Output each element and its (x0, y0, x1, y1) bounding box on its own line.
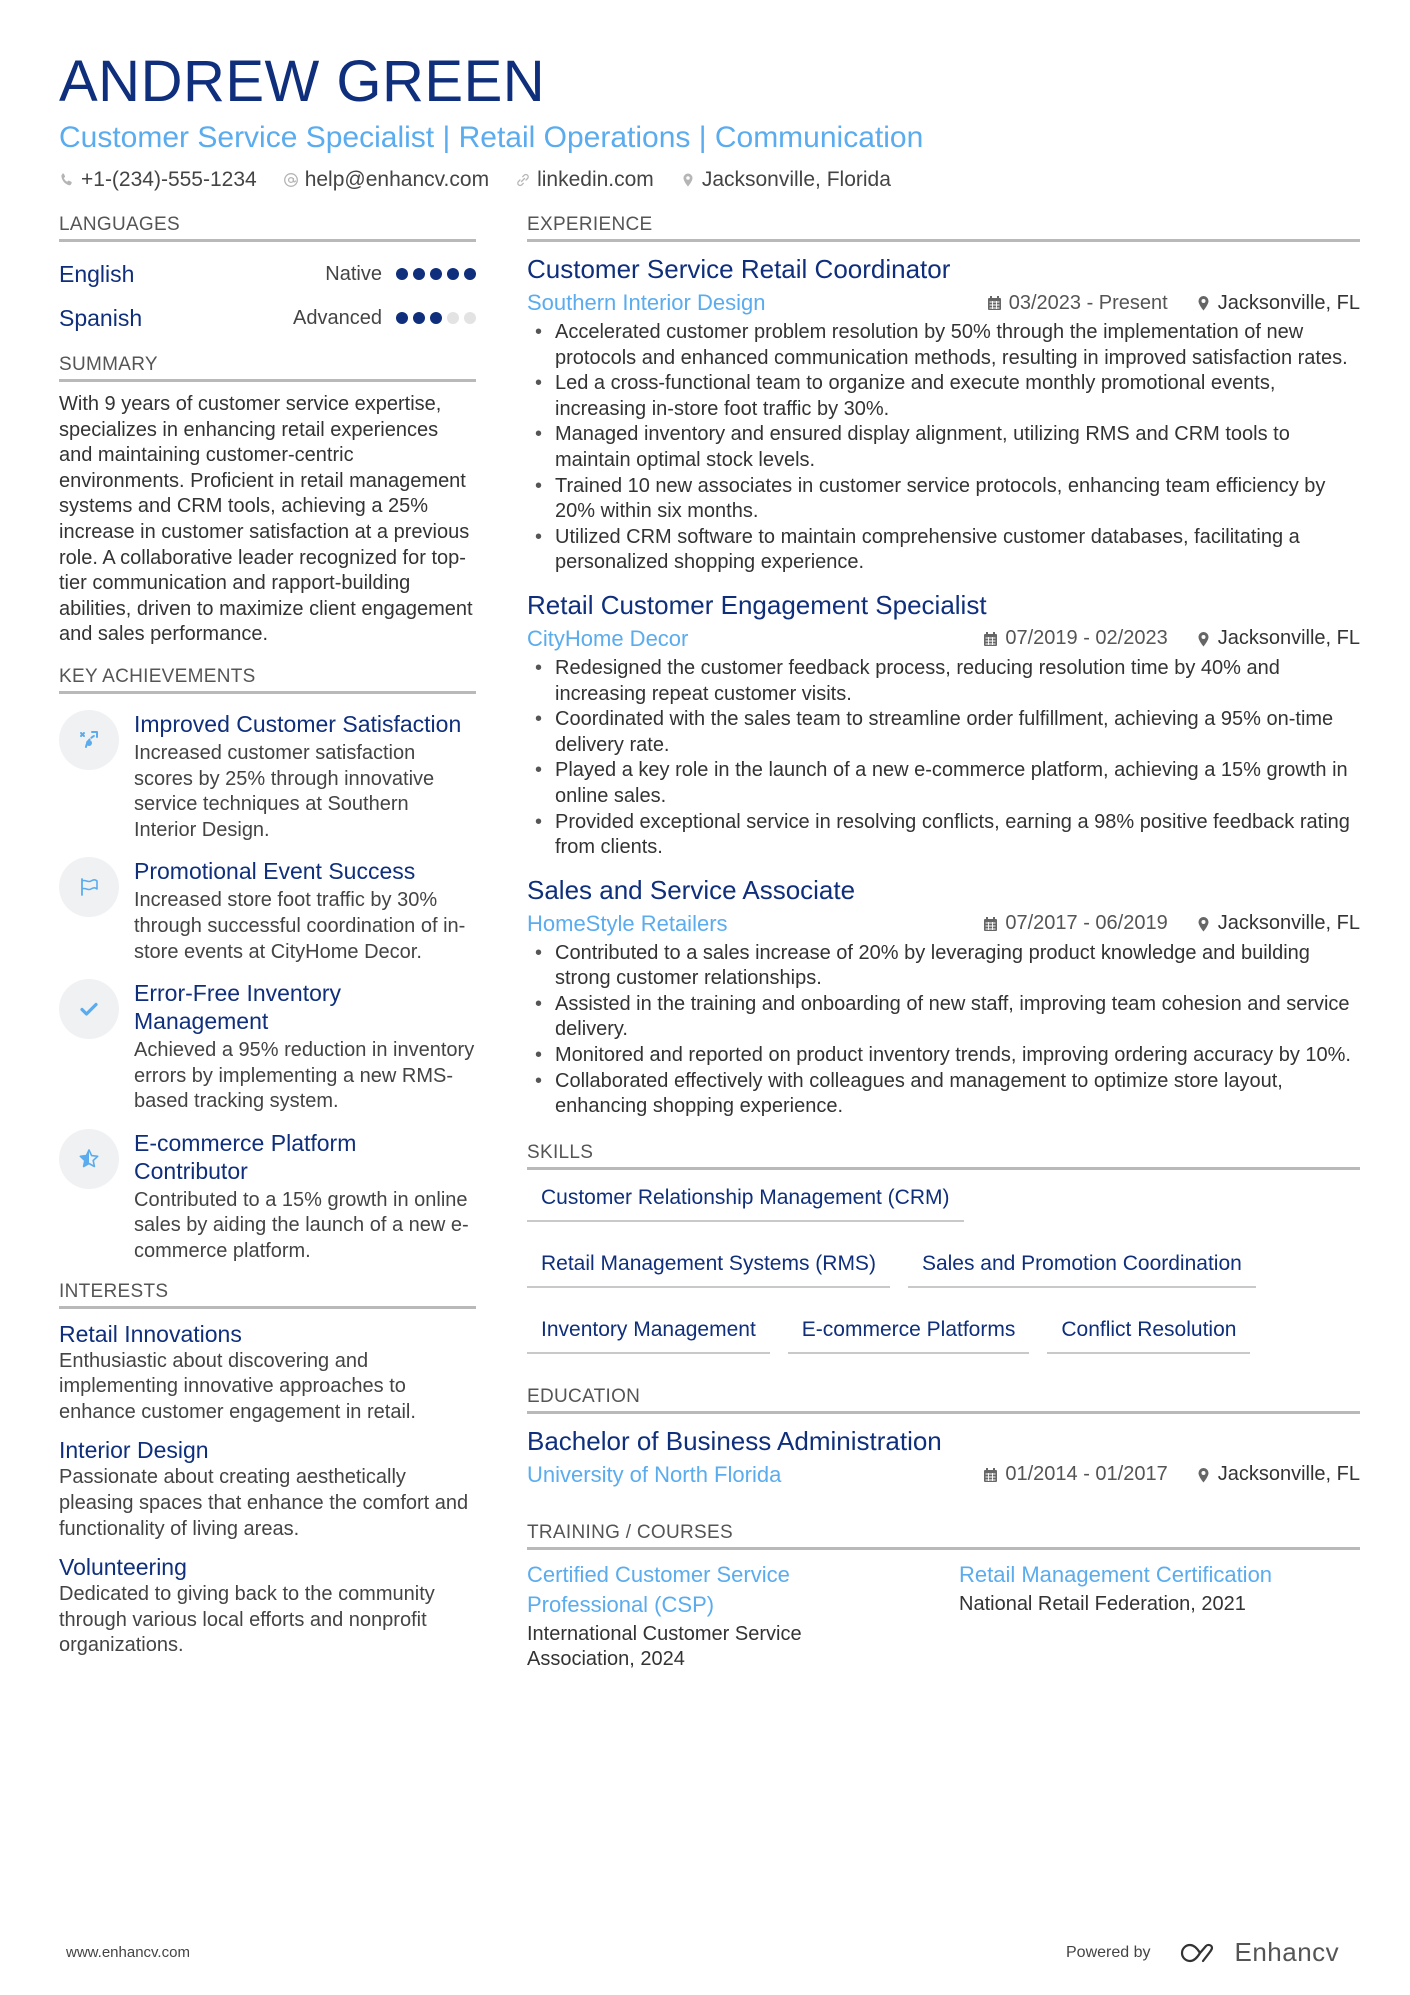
language-level: Native (325, 262, 382, 285)
job-bullets (527, 941, 1360, 1120)
interest-title: Interior Design (59, 1437, 209, 1464)
bullet-item: • Played a key role in the launch of a new e-commerce platform, achieving a 15% growth in online sales. (527, 758, 1360, 809)
bullet-item: • Trained 10 new associates in customer service protocols, enhancing team efficiency by 20% within six months. (527, 474, 1360, 525)
training-title: Certified Customer Service Professional (CSP) (527, 1561, 790, 1617)
achievement-desc: Contributed to a 15% growth in online sales by aiding the launch of a new e-commerce platform. (134, 1188, 469, 1263)
achievement-title: Improved Customer Satisfaction (134, 710, 462, 737)
education-dates (983, 1463, 1167, 1486)
dot-empty (447, 312, 459, 324)
dot-filled (413, 312, 425, 324)
bullet-item: • Provided exceptional service in resolving conflicts, earning a 98% positive feedback rating from clients. (527, 810, 1360, 861)
location-icon (1196, 631, 1211, 647)
language-level: Advanced (293, 306, 382, 329)
achievement-title: Error-Free Inventory Management (134, 980, 342, 1035)
star-icon (77, 1147, 101, 1171)
resume-header (59, 48, 1359, 192)
phone-icon (59, 172, 75, 188)
interest-title: Volunteering (59, 1554, 187, 1581)
linkedin-text: linkedin.com (537, 168, 654, 191)
contact-location (680, 168, 891, 192)
location-text: Jacksonville, FL (1217, 912, 1360, 935)
location-text: Jacksonville, Florida (701, 168, 891, 191)
dot-filled (430, 312, 442, 324)
school-name: University of North Florida (527, 1461, 782, 1487)
location-icon (1196, 916, 1211, 932)
achievement-item (59, 1129, 476, 1265)
training-item (527, 1560, 959, 1673)
dot-empty (464, 312, 476, 324)
training-desc: International Customer Service Association, 2024 (527, 1622, 802, 1671)
bullet-item: • Monitored and reported on product inventory trends, improving ordering accuracy by 10%. (527, 1043, 1360, 1069)
bullet-item: • Coordinated with the sales team to streamline order fulfillment, achieving a 95% on-time delivery rate. (527, 707, 1360, 758)
bullet-item: • Managed inventory and ensured display alignment, utilizing RMS and CRM tools to maintain optimal stock levels. (527, 422, 1360, 473)
strategy-icon (77, 728, 101, 752)
job-meta (527, 907, 1360, 941)
left-column (59, 214, 476, 1669)
section-title: KEY ACHIEVEMENTS (59, 666, 476, 694)
job-dates (987, 292, 1168, 315)
section-title: SKILLS (527, 1142, 1360, 1170)
bullet-item: • Utilized CRM software to maintain comprehensive customer databases, facilitating a personalized shopping experience. (527, 525, 1360, 576)
education-section (527, 1386, 1360, 1492)
footer-branding (1066, 1937, 1339, 1968)
skill-tag: Customer Relationship Management (CRM) (527, 1180, 964, 1222)
training-list (527, 1560, 1360, 1673)
contact-linkedin[interactable] (515, 168, 654, 192)
job-dates (983, 627, 1167, 650)
job-company: HomeStyle Retailers (527, 910, 728, 936)
email-text: help@enhancv.com (304, 168, 490, 191)
bullet-item: • Collaborated effectively with colleagues and management to optimize store layout, enhancing shopping experience. (527, 1069, 1360, 1120)
experience-section (527, 214, 1360, 1120)
section-title: SUMMARY (59, 354, 476, 382)
section-title: EXPERIENCE (527, 214, 1360, 242)
skills-list (527, 1180, 1360, 1354)
dot-filled (447, 268, 459, 280)
location-text: Jacksonville, FL (1217, 1463, 1360, 1486)
summary-section (59, 354, 476, 648)
summary-text: With 9 years of customer service expertise, specializes in enhancing retail experiences and maintaining customer-centric environments. Proficient in retail management systems and CRM tools, achieving a 25% increase in customer satisfaction at a previous role. A collaborative leader recognized for top-tier communication and rapport-building abilities, driven to maximize client engagement and sales performance. (59, 393, 473, 646)
achievements-section (59, 666, 476, 1265)
calendar-icon (983, 631, 998, 647)
interest-desc: Passionate about creating aesthetically pleasing spaces that enhance the comfort and functionality of living areas. (59, 1466, 469, 1540)
bullet-item: • Accelerated customer problem resolution by 50% through the implementation of new protocols and enhanced communication methods, resulting in improved satisfaction rates. (527, 320, 1360, 371)
language-name: English (59, 260, 135, 287)
skill-tag: E-commerce Platforms (788, 1312, 1030, 1354)
dot-filled (413, 268, 425, 280)
job-entry (527, 588, 1360, 861)
training-section (527, 1522, 1360, 1673)
job-bullets (527, 320, 1360, 576)
calendar-icon (987, 295, 1002, 311)
bullet-item: • Contributed to a sales increase of 20% by leveraging product knowledge and building strong customer relationships. (527, 941, 1360, 992)
education-meta (527, 1458, 1360, 1492)
achievement-item (59, 857, 476, 965)
skill-tag: Retail Management Systems (RMS) (527, 1246, 890, 1288)
candidate-headline: Customer Service Specialist | Retail Operations | Communication (59, 121, 924, 154)
interest-item (59, 1552, 476, 1659)
training-desc: National Retail Federation, 2021 (959, 1592, 1246, 1615)
job-dates (983, 912, 1167, 935)
check-icon (77, 997, 101, 1021)
education-location (1196, 1463, 1360, 1486)
achievement-desc: Increased store foot traffic by 30% through successful coordination of in-store events at CityHome Decor. (134, 889, 466, 963)
location-text: Jacksonville, FL (1217, 627, 1360, 650)
footer-website[interactable]: www.enhancv.com (66, 1944, 190, 1961)
job-meta (527, 622, 1360, 656)
enhancv-logo-icon (1179, 1941, 1225, 1965)
job-entry (527, 873, 1360, 1120)
link-icon (515, 172, 531, 188)
job-company: CityHome Decor (527, 625, 689, 651)
language-name: Spanish (59, 304, 143, 331)
section-title: TRAINING / COURSES (527, 1522, 1360, 1550)
calendar-icon (983, 916, 998, 932)
skill-tag: Conflict Resolution (1047, 1312, 1250, 1354)
interest-desc: Dedicated to giving back to the community through various local efforts and nonprofit organizations. (59, 1583, 435, 1657)
achievement-icon-wrap (59, 710, 119, 770)
location-icon (1196, 295, 1211, 311)
location-icon (680, 172, 696, 188)
training-item (959, 1560, 1359, 1673)
achievement-desc: Increased customer satisfaction scores by 25% through innovative service techniques at Southern Interior Design. (134, 741, 435, 841)
flag-icon (77, 875, 101, 899)
bullet-item: • Assisted in the training and onboarding of new staff, improving team cohesion and service delivery. (527, 992, 1360, 1043)
date-text: 03/2023 - Present (1008, 291, 1168, 314)
interest-title: Retail Innovations (59, 1320, 242, 1347)
job-location (1196, 627, 1360, 650)
achievement-icon-wrap (59, 857, 119, 917)
achievement-icon-wrap (59, 979, 119, 1039)
achievement-item (59, 979, 476, 1115)
language-item (59, 296, 476, 340)
job-title: Retail Customer Engagement Specialist (527, 589, 987, 620)
achievement-title: E-commerce Platform Contributor (134, 1129, 357, 1184)
job-entry (527, 252, 1360, 576)
section-title: INTERESTS (59, 1281, 476, 1309)
job-company: Southern Interior Design (527, 290, 766, 315)
interest-desc: Enthusiastic about discovering and implementing innovative approaches to enhance customer engagement in retail. (59, 1349, 416, 1423)
date-text: 07/2017 - 06/2019 (1005, 912, 1168, 935)
degree-title: Bachelor of Business Administration (527, 1425, 942, 1456)
section-title: LANGUAGES (59, 214, 476, 242)
location-text: Jacksonville, FL (1217, 291, 1360, 314)
job-meta (527, 286, 1360, 320)
dot-filled (396, 312, 408, 324)
achievement-icon-wrap (59, 1129, 119, 1189)
training-title: Retail Management Certification (959, 1561, 1273, 1587)
job-location (1196, 292, 1360, 315)
contact-bar (59, 168, 1359, 192)
job-location (1196, 912, 1360, 935)
contact-email[interactable] (283, 168, 489, 192)
proficiency-dots (396, 312, 476, 324)
languages-section (59, 214, 476, 340)
achievement-desc: Achieved a 95% reduction in inventory errors by implementing a new RMS-based tracking system. (134, 1039, 475, 1113)
powered-by-label: Powered by (1066, 1943, 1151, 1961)
section-title: EDUCATION (527, 1386, 1360, 1414)
bullet-item: • Led a cross-functional team to organize and execute monthly promotional events, increasing in-store foot traffic by 30%. (527, 371, 1360, 422)
brand-name: Enhancv (1234, 1937, 1340, 1967)
language-item (59, 252, 476, 296)
interest-item (59, 1435, 476, 1542)
proficiency-dots (396, 268, 476, 280)
dot-filled (430, 268, 442, 280)
date-text: 07/2019 - 02/2023 (1005, 627, 1168, 650)
achievement-title: Promotional Event Success (134, 858, 416, 885)
skills-section (527, 1142, 1360, 1354)
dot-filled (464, 268, 476, 280)
skill-tag: Sales and Promotion Coordination (908, 1246, 1256, 1288)
calendar-icon (983, 1467, 998, 1483)
job-bullets (527, 656, 1360, 861)
job-title: Sales and Service Associate (527, 874, 856, 905)
phone-text: +1-(234)-555-1234 (81, 168, 257, 191)
right-column (527, 214, 1360, 1673)
job-title: Customer Service Retail Coordinator (527, 254, 951, 284)
dot-filled (396, 268, 408, 280)
achievement-item (59, 710, 476, 843)
contact-phone[interactable] (59, 168, 257, 192)
interest-item (59, 1319, 476, 1426)
location-icon (1196, 1467, 1211, 1483)
bullet-item: • Redesigned the customer feedback process, reducing resolution time by 40% and increasing repeat customer visits. (527, 656, 1360, 707)
candidate-name: ANDREW GREEN (59, 49, 546, 114)
at-icon (283, 172, 299, 188)
skill-tag: Inventory Management (527, 1312, 770, 1354)
interests-section (59, 1281, 476, 1659)
date-text: 01/2014 - 01/2017 (1005, 1463, 1168, 1486)
